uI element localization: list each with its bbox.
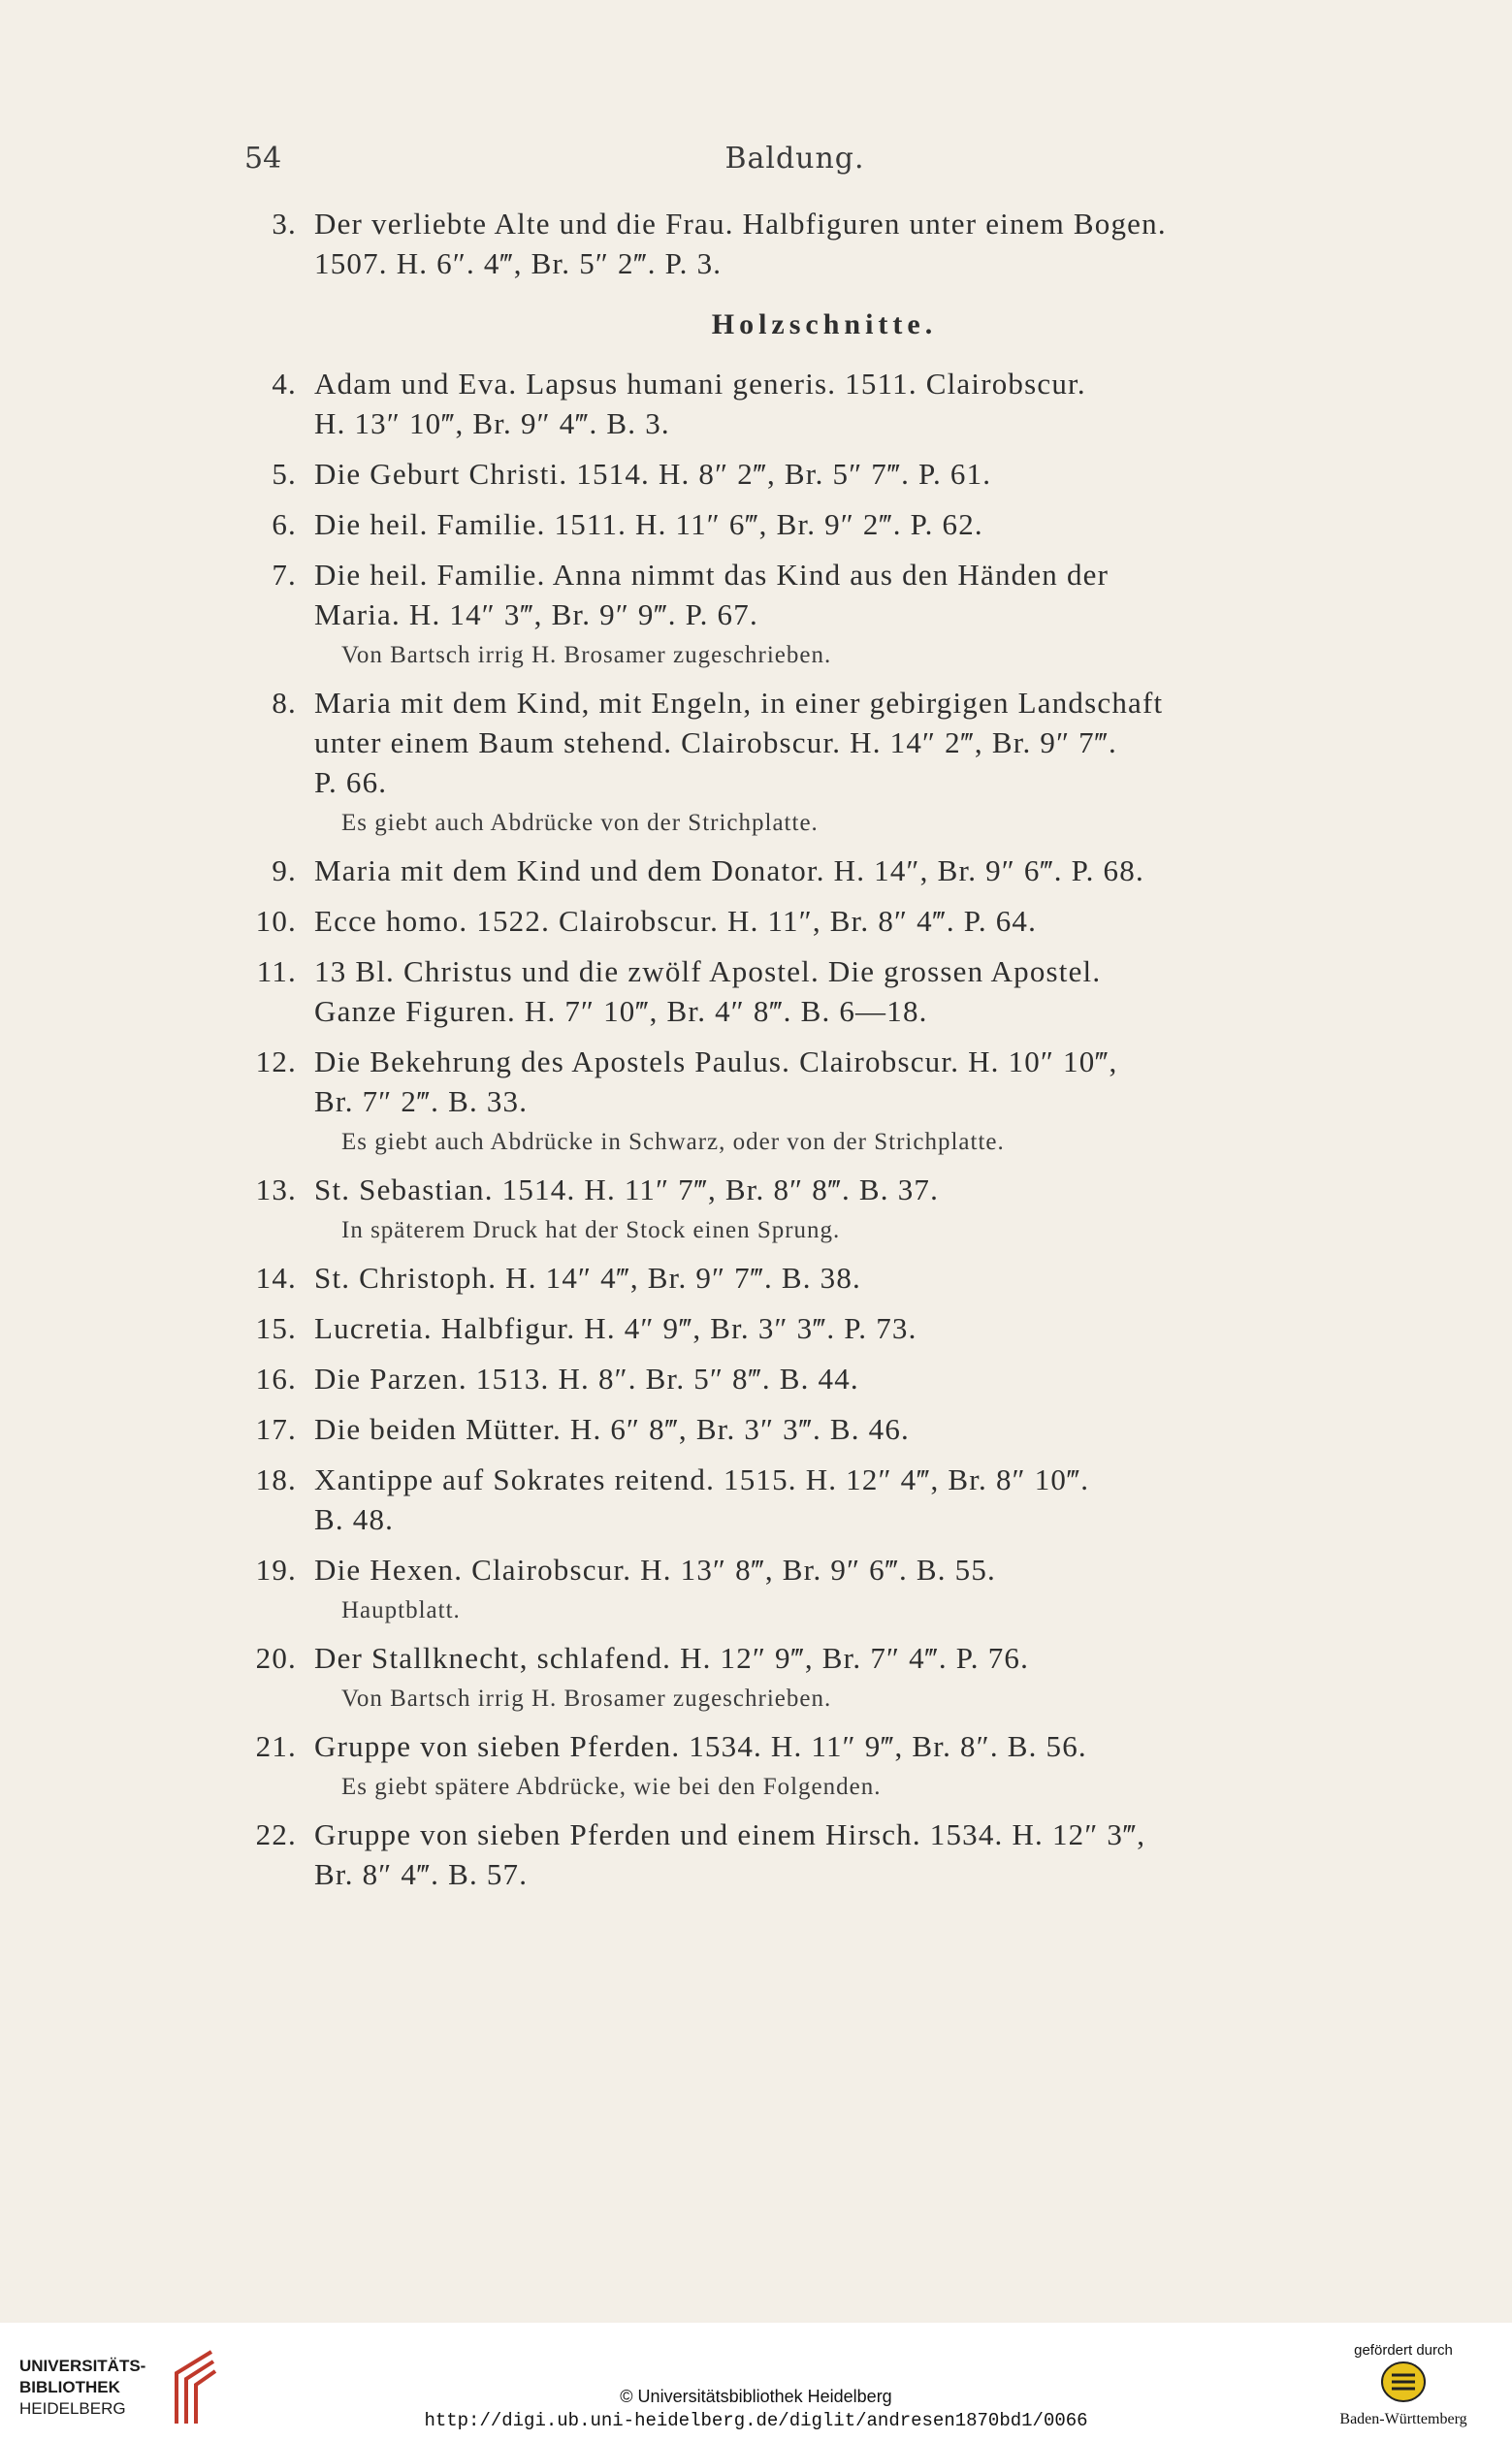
catalog-entry	[233, 1042, 1348, 1159]
entry-text-line: Br. 8″ 4‴. B. 57.	[314, 1857, 529, 1891]
entry-number: 17.	[255, 1412, 297, 1446]
entry-text-line: Maria. H. 14″ 3‴, Br. 9″ 9‴. P. 67.	[314, 597, 758, 631]
entry-number: 7.	[272, 558, 297, 592]
entry-text-line: Maria mit dem Kind und dem Donator. H. 14″, Br. 9″ 6‴. P. 68.	[314, 853, 1144, 887]
entries-top	[233, 204, 1348, 283]
catalog-entry	[233, 1170, 1348, 1247]
entry-list	[233, 364, 1348, 1894]
entry-text-line: Der Stallknecht, schlafend. H. 12″ 9‴, Br. 7″ 4‴. P. 76.	[314, 1641, 1030, 1675]
page-body	[233, 204, 1348, 1905]
entry-text-line: Gruppe von sieben Pferden. 1534. H. 11″ 9‴, Br. 8″. B. 56.	[314, 1729, 1087, 1763]
entry-number: 10.	[255, 904, 297, 938]
entry-text-line: P. 66.	[314, 765, 388, 799]
entry-number: 14.	[255, 1261, 297, 1295]
entry-text-line: St. Christoph. H. 14″ 4‴, Br. 9″ 7‴. B. 38.	[314, 1261, 861, 1295]
entry-number: 9.	[272, 853, 297, 887]
catalog-entry	[233, 851, 1348, 890]
entry-number: 16.	[255, 1362, 297, 1396]
page-number: 54	[244, 142, 282, 176]
library-name-line1: UNIVERSITÄTS-	[19, 2357, 146, 2375]
catalog-entry	[233, 1409, 1348, 1449]
entry-text-line: St. Sebastian. 1514. H. 11″ 7‴, Br. 8″ 8‴. B. 37.	[314, 1172, 940, 1206]
entry-text-line: 13 Bl. Christus und die zwölf Apostel. Die grossen Apostel.	[314, 954, 1102, 988]
copyright-notice: © Universitätsbibliothek Heidelberg	[620, 2387, 892, 2406]
entry-text-line: Die heil. Familie. Anna nimmt das Kind aus den Händen der	[314, 558, 1110, 592]
entry-text-line: Ecce homo. 1522. Clairobscur. H. 11″, Br. 8″ 4‴. P. 64.	[314, 904, 1038, 938]
running-title: Baldung.	[724, 142, 865, 176]
funder-name: Baden-Württemberg	[1339, 2411, 1467, 2427]
entry-number: 4.	[272, 367, 297, 401]
entry-text-line: Gruppe von sieben Pferden und einem Hirsch. 1534. H. 12″ 3‴,	[314, 1817, 1146, 1851]
footer-bar	[0, 2323, 1512, 2441]
catalog-entry	[233, 454, 1348, 494]
entry-number: 5.	[272, 457, 297, 491]
entry-text-line: Maria mit dem Kind, mit Engeln, in einer gebirgigen Landschaft	[314, 686, 1164, 720]
entry-note: Es giebt auch Abdrücke von der Strichplatte.	[341, 810, 819, 836]
permalink[interactable]: http://digi.ub.uni-heidelberg.de/diglit/andresen1870bd1/0066	[424, 2410, 1088, 2431]
entry-note: In späterem Druck hat der Stock einen Sprung.	[341, 1217, 841, 1243]
entry-note: Hauptblatt.	[341, 1597, 461, 1623]
entry-number: 3.	[272, 207, 297, 241]
entry-number: 8.	[272, 686, 297, 720]
entry-note: Von Bartsch irrig H. Brosamer zugeschrieben.	[341, 642, 832, 668]
entry-text-line: unter einem Baum stehend. Clairobscur. H. 14″ 2‴, Br. 9″ 7‴.	[314, 725, 1117, 759]
catalog-entry	[233, 1550, 1348, 1627]
catalog-entry	[233, 1638, 1348, 1716]
catalog-entry	[233, 901, 1348, 941]
entry-text-line: B. 48.	[314, 1502, 395, 1536]
entry-number: 22.	[255, 1817, 297, 1851]
entry-text-line: Lucretia. Halbfigur. H. 4″ 9‴, Br. 3″ 3‴. P. 73.	[314, 1311, 917, 1345]
entry-note: Es giebt spätere Abdrücke, wie bei den Folgenden.	[341, 1774, 882, 1800]
entry-text-line: Die Geburt Christi. 1514. H. 8″ 2‴, Br. 5″ 7‴. P. 61.	[314, 457, 992, 491]
entry-number: 21.	[255, 1729, 297, 1763]
library-name-line2: BIBLIOTHEK	[19, 2378, 120, 2396]
entry-text-line: Die Parzen. 1513. H. 8″. Br. 5″ 8‴. B. 44.	[314, 1362, 859, 1396]
catalog-entry	[233, 1258, 1348, 1298]
entry-number: 15.	[255, 1311, 297, 1345]
catalog-entry	[233, 1359, 1348, 1398]
entry-number: 11.	[256, 954, 297, 988]
state-coat-of-arms-icon	[1380, 2359, 1427, 2405]
funder-logo[interactable]	[1316, 2342, 1491, 2439]
funded-by-label: gefördert durch	[1354, 2342, 1453, 2359]
entry-number: 19.	[255, 1553, 297, 1587]
entry-number: 20.	[255, 1641, 297, 1675]
catalog-entry	[233, 1460, 1348, 1539]
entry-number: 18.	[255, 1462, 297, 1496]
catalog-entry	[233, 1815, 1348, 1894]
entry-text-line: Die heil. Familie. 1511. H. 11″ 6‴, Br. 9″ 2‴. P. 62.	[314, 507, 983, 541]
section-title: Holzschnitte.	[711, 308, 938, 340]
entry-text-line: Die Hexen. Clairobscur. H. 13″ 8‴, Br. 9″ 6‴. B. 55.	[314, 1553, 996, 1587]
entry-text-line: Die beiden Mütter. H. 6″ 8‴, Br. 3″ 3‴. B. 46.	[314, 1412, 911, 1446]
catalog-entry	[233, 1726, 1348, 1804]
entry-number: 13.	[255, 1172, 297, 1206]
catalog-entry	[233, 504, 1348, 544]
library-name-line3: HEIDELBERG	[19, 2399, 126, 2418]
catalog-entry	[233, 951, 1348, 1031]
entry-text-line: H. 13″ 10‴, Br. 9″ 4‴. B. 3.	[314, 406, 670, 440]
catalog-entry	[233, 1308, 1348, 1348]
catalog-entry	[233, 683, 1348, 840]
entry-number: 12.	[255, 1044, 297, 1078]
entry-text-line: Ganze Figuren. H. 7″ 10‴, Br. 4″ 8‴. B. 6—18.	[314, 994, 928, 1028]
entry-note: Von Bartsch irrig H. Brosamer zugeschrieben.	[341, 1686, 832, 1712]
catalog-entry	[233, 204, 1348, 283]
catalog-entry	[233, 364, 1348, 443]
entry-note: Es giebt auch Abdrücke in Schwarz, oder von der Strichplatte.	[341, 1129, 1005, 1155]
entry-text-line: Adam und Eva. Lapsus humani generis. 1511. Clairobscur.	[314, 367, 1086, 401]
entry-number: 6.	[272, 507, 297, 541]
entry-text-line: Der verliebte Alte und die Frau. Halbfiguren unter einem Bogen.	[314, 207, 1167, 241]
entry-text-line: Br. 7″ 2‴. B. 33.	[314, 1084, 529, 1118]
entry-text-line: 1507. H. 6″. 4‴, Br. 5″ 2‴. P. 3.	[314, 246, 723, 280]
entry-text-line: Xantippe auf Sokrates reitend. 1515. H. 12″ 4‴, Br. 8″ 10‴.	[314, 1462, 1090, 1496]
entry-text-line: Die Bekehrung des Apostels Paulus. Clairobscur. H. 10″ 10‴,	[314, 1044, 1118, 1078]
catalog-entry	[233, 555, 1348, 672]
page-header	[244, 142, 1345, 180]
